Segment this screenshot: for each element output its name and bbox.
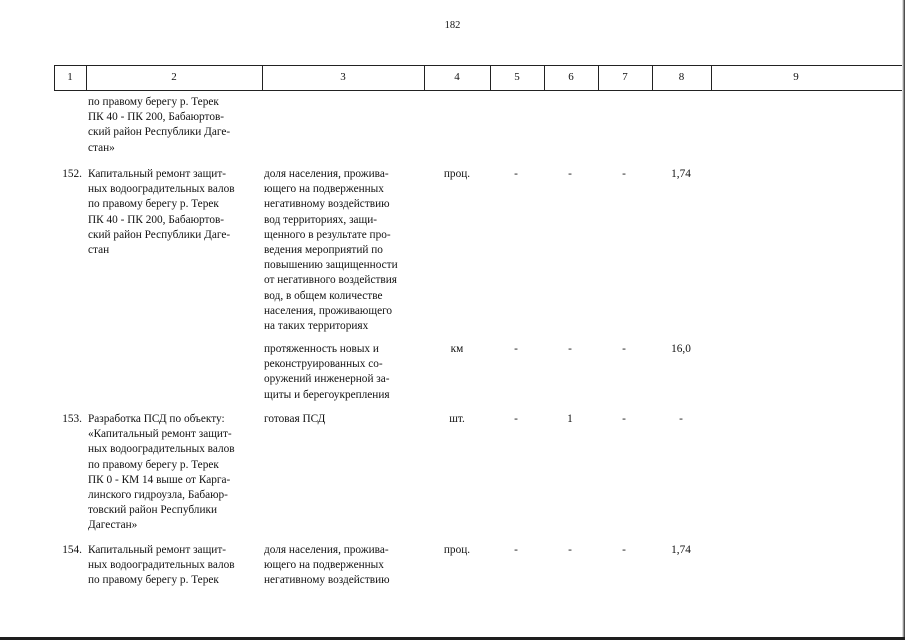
project-name-line: стан» — [88, 141, 115, 154]
header-cell-5: 5 — [514, 71, 520, 83]
unit-cell: шт. — [449, 413, 465, 425]
value-cell-8: 1,74 — [671, 544, 691, 556]
indicator-line: на таких территориях — [264, 320, 369, 333]
project-name-line: Капитальный ремонт защит- — [88, 544, 227, 556]
value-cell-6: 1 — [567, 413, 573, 425]
header-cell-6: 6 — [568, 71, 574, 83]
indicator-line: ведения мероприятий по — [264, 244, 383, 257]
project-name-line: ных водооградительных валов — [88, 183, 235, 196]
value-cell-6: - — [568, 343, 572, 355]
header-cell-8: 8 — [678, 71, 685, 83]
value-cell-5: - — [514, 343, 518, 355]
header-top-rule — [54, 65, 905, 66]
row-number: 154. — [62, 544, 82, 556]
row-number: 153. — [62, 413, 82, 425]
indicator-line: щиты и берегоукрепления — [264, 388, 390, 401]
project-name-cell — [88, 412, 260, 534]
project-name-line: по правому берегу р. Терек — [88, 574, 219, 587]
value-cell-6: - — [568, 544, 572, 556]
row-number: 152. — [62, 168, 82, 180]
value-cell-8: 1,74 — [671, 168, 691, 180]
page-number: 182 — [444, 20, 461, 31]
header-cell-4: 4 — [454, 71, 460, 83]
indicator-line: доля населения, прожива- — [264, 544, 389, 556]
project-name-cell — [88, 95, 260, 156]
project-name-line: стан — [88, 244, 110, 257]
project-name-line: по правому берегу р. Терек — [88, 458, 219, 471]
project-name-line: ных водооградительных валов — [88, 443, 235, 456]
indicator-line: ющего на подверженных — [264, 183, 384, 196]
indicator-line: негативному воздействию — [264, 198, 390, 211]
project-name-line: по правому берегу р. Терек — [88, 96, 219, 108]
project-name-line: ский район Республики Даге- — [88, 126, 231, 139]
project-name-line: ский район Республики Даге- — [88, 228, 231, 241]
header-cell-3: 3 — [340, 71, 346, 83]
project-name-line: ПК 40 - ПК 200, Бабаюртов- — [88, 111, 225, 124]
project-name-cell — [88, 167, 260, 258]
header-cell-1: 1 — [67, 71, 73, 83]
indicator-line: готовая ПСД — [264, 413, 326, 425]
project-name-line: ных водооградительных валов — [88, 559, 235, 572]
project-name-line: Капитальный ремонт защит- — [88, 168, 227, 180]
value-cell-8: 16,0 — [671, 343, 691, 355]
project-name-line: «Капитальный ремонт защит- — [88, 428, 232, 441]
indicator-line: ющего на подверженных — [264, 559, 384, 572]
indicator-line: населения, проживающего — [264, 304, 393, 317]
project-name-line: Дагестан» — [88, 519, 138, 532]
project-name-line: по правому берегу р. Терек — [88, 198, 219, 211]
header-bottom-rule — [54, 90, 905, 91]
indicator-cell — [264, 412, 418, 427]
project-name-line: Разработка ПСД по объекту: — [88, 413, 225, 425]
value-cell-7: - — [622, 168, 626, 180]
indicator-line: вод, в общем количестве — [264, 289, 383, 302]
project-name-line: товский район Республики — [88, 504, 218, 517]
indicator-line: вод территориях, защи- — [264, 213, 378, 226]
unit-cell: проц. — [443, 168, 471, 180]
indicator-line: протяженность новых и — [264, 343, 379, 355]
project-name-line: ПК 40 - ПК 200, Бабаюртов- — [88, 213, 225, 226]
indicator-line: доля населения, прожива- — [264, 168, 389, 180]
header-cell-7: 7 — [622, 71, 628, 83]
indicator-line: реконструированных со- — [264, 358, 383, 371]
indicator-cell — [264, 167, 418, 334]
unit-cell: проц. — [443, 544, 471, 556]
indicator-line: щенного в результате про- — [264, 228, 391, 241]
header-cell-9: 9 — [793, 71, 799, 83]
indicator-line: оружений инженерной за- — [264, 373, 390, 386]
value-cell-6: - — [568, 168, 572, 180]
indicator-line: повышению защищенности — [264, 259, 398, 272]
indicator-line: негативному воздействию — [264, 574, 390, 587]
value-cell-7: - — [622, 413, 626, 425]
indicator-cell — [264, 342, 418, 403]
value-cell-7: - — [622, 343, 626, 355]
value-cell-5: - — [514, 544, 518, 556]
project-name-line: ПК 0 - КМ 14 выше от Карга- — [88, 473, 231, 486]
project-name-cell — [88, 543, 260, 589]
project-name-line: линского гидроузла, Бабаюр- — [88, 489, 228, 502]
value-cell-5: - — [514, 168, 518, 180]
unit-cell: км — [450, 343, 464, 355]
header-cell-2: 2 — [171, 71, 177, 83]
value-cell-8: - — [679, 413, 683, 425]
indicator-cell — [264, 543, 418, 589]
value-cell-7: - — [622, 544, 626, 556]
value-cell-5: - — [514, 413, 518, 425]
indicator-line: от негативного воздействия — [264, 274, 398, 287]
